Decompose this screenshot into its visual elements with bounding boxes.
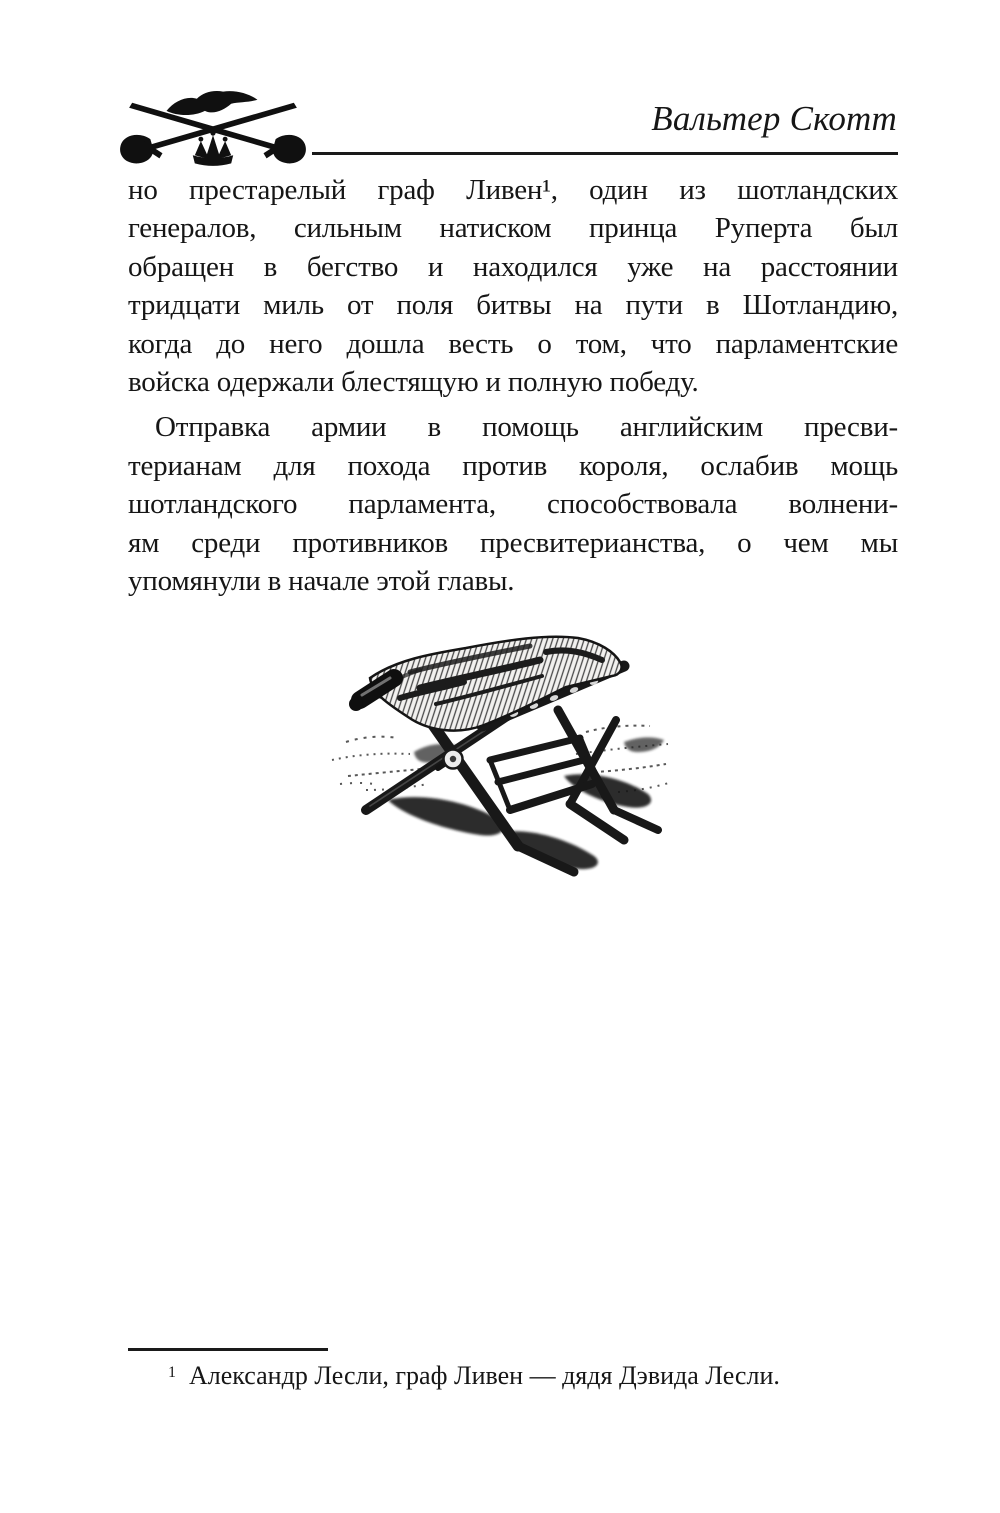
header-rule xyxy=(312,152,898,155)
text-line: ям среди противников пресвитерианства, о чем мы xyxy=(128,526,898,559)
body-text xyxy=(128,171,898,600)
text-line: войска одержали блестящую и полную победу. xyxy=(128,366,699,399)
stool-seat xyxy=(349,637,622,731)
text-line: но престарелый граф Ливен¹, один из шотландских xyxy=(128,174,898,206)
folding-stool-illustration xyxy=(318,614,700,910)
text-line: терианам для похода против короля, ослабив мощь xyxy=(128,449,898,482)
text-line: тридцати миль от поля битвы на пути в Шотландию, xyxy=(128,289,898,322)
footnote-marker: 1 xyxy=(168,1364,176,1381)
text-line: когда до него дошла весть о том, что парламентские xyxy=(128,327,898,360)
body-paragraph xyxy=(128,408,898,600)
page-header-author: Вальтер Скотт xyxy=(651,99,897,138)
body-paragraph xyxy=(128,171,898,401)
footnote xyxy=(128,1356,898,1393)
text-line: генералов, сильным натиском принца Руперта был xyxy=(128,212,898,245)
crossed-sabers-eagle-crown-icon xyxy=(116,88,310,168)
text-line: Отправка армии в помощь английским пресви- xyxy=(155,411,898,444)
footnote-rule xyxy=(128,1348,328,1351)
text-line: упомянули в начале этой главы. xyxy=(128,565,515,598)
text-line: обращен в бегство и находился уже на расстоянии xyxy=(128,250,898,283)
stool-shadows xyxy=(388,774,651,869)
text-line: шотландского парламента, способствовала волнени- xyxy=(128,488,898,521)
footnote-text: Александр Лесли, граф Ливен — дядя Дэвида Лесли. xyxy=(189,1361,780,1390)
